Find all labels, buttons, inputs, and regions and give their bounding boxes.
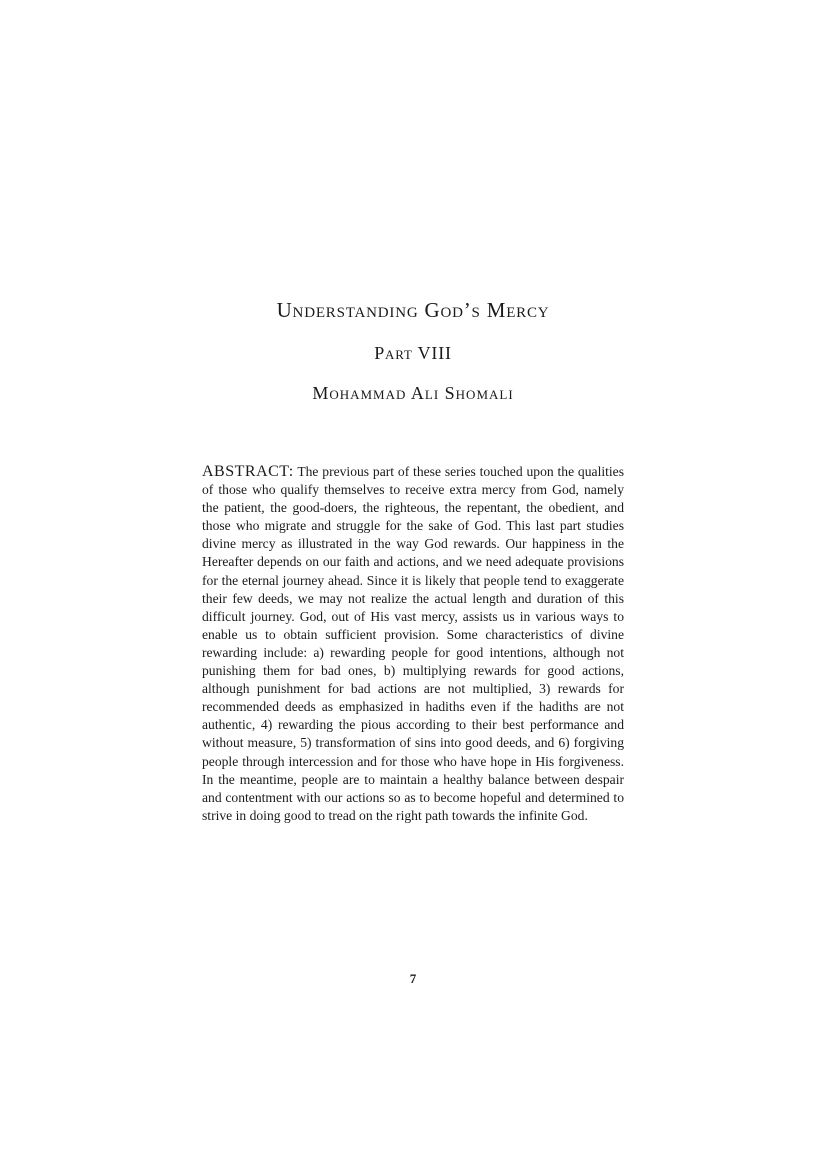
abstract: [202, 463, 624, 825]
page-number: 7: [409, 971, 417, 986]
abstract-label: ABSTRACT:: [202, 463, 294, 480]
article-part: Part VIII: [374, 343, 452, 363]
article-author: Mohammad Ali Shomali: [312, 383, 514, 403]
article-title: Understanding God’s Mercy: [276, 298, 550, 322]
abstract-text: The previous part of these series touched upon the qualities of those who qualify themselves to receive extra mercy from God, namely the patient, the good-doers, the righteous, the repentant, the obedient, and those who migrate and struggle for the sake of God. This last part studies divine mercy as illustrated in the way God rewards. Our happiness in the Hereafter depends on our faith and actions, and we need adequate provisions for the eternal journey ahead. Since it is likely that people tend to exaggerate their few deeds, we may not realize the actual length and duration of this difficult journey. God, out of His vast mercy, assists us in various ways to enable us to obtain sufficient provision. Some characteristics of divine rewarding include: a) rewarding people for good intentions, although not punishing them for bad ones, b) multiplying rewards for good actions, although punishment for bad actions are not multiplied, 3) rewards for recommended deeds as emphasized in hadiths even if the hadiths are not authentic, 4) rewarding the pious according to their best performance and without measure, 5) transformation of sins into good deeds, and 6) forgiving people through intercession and for those who have hope in His forgiveness. In the meantime, people are to maintain a healthy balance between despair and contentment with our actions so as to become hopeful and determined to strive in doing good to tread on the right path towards the infinite God.: [202, 464, 624, 823]
